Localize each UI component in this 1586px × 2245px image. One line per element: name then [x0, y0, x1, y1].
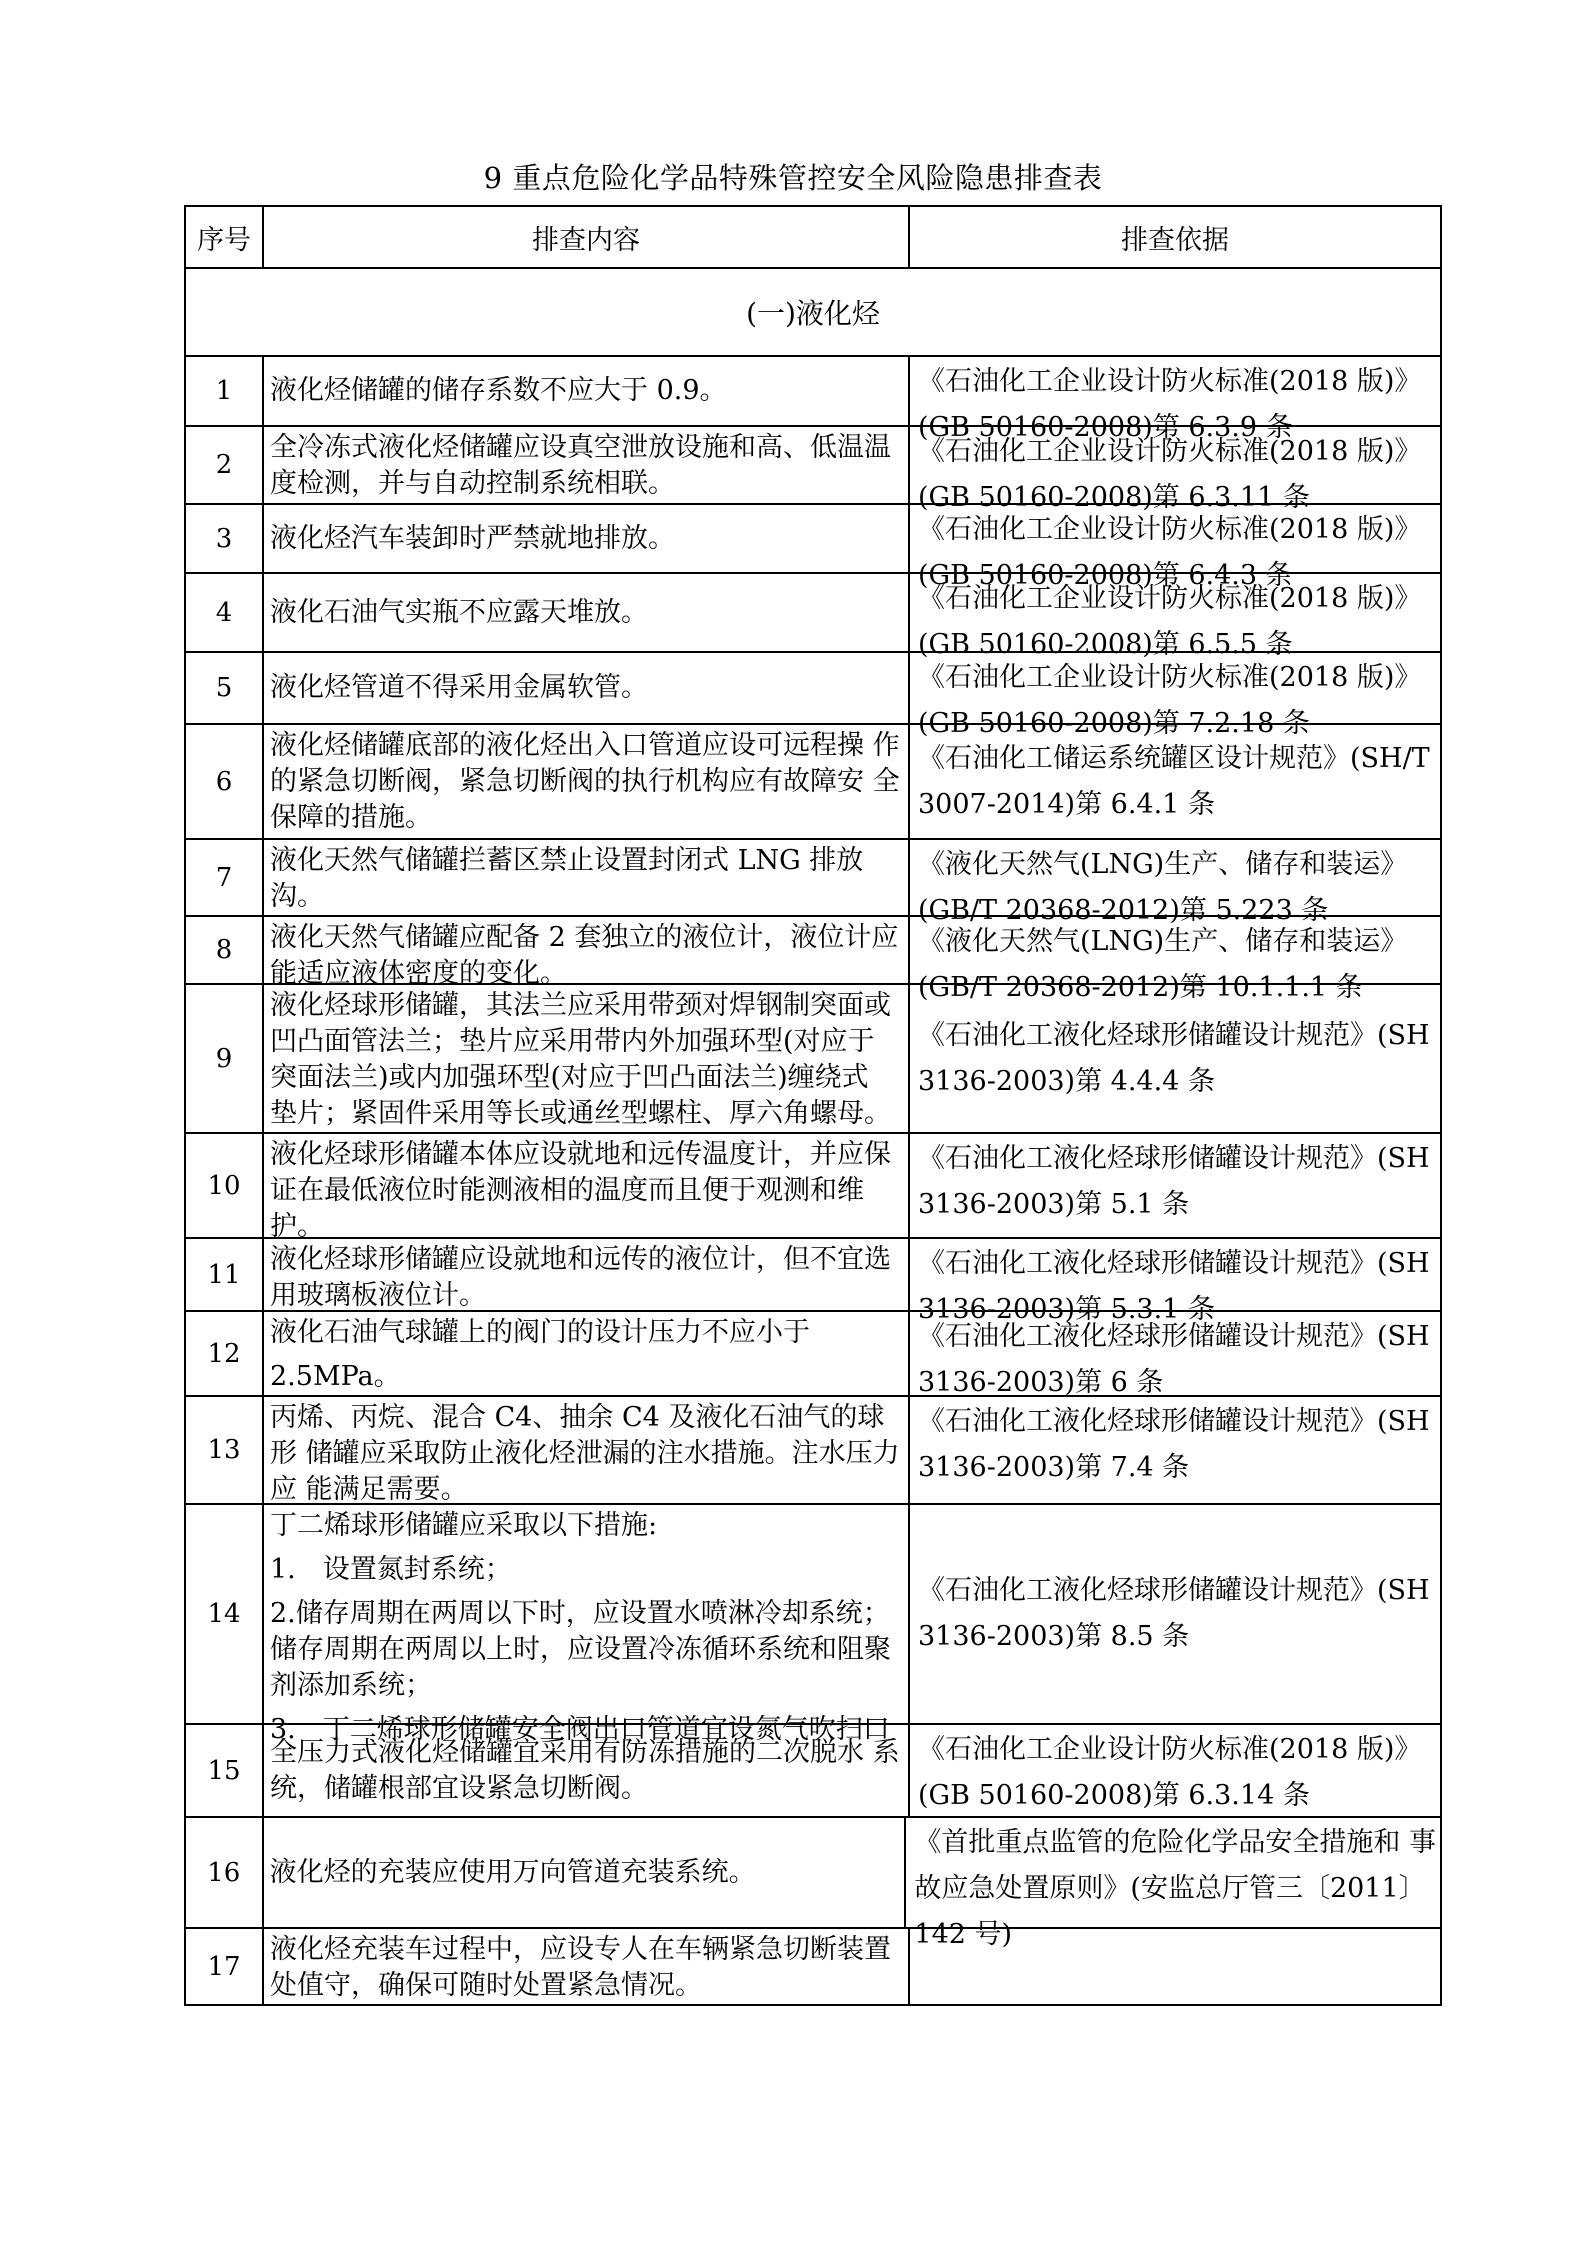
- inspection-basis-text: (GB/T 20368-2012)第 10.1.1.1 条: [918, 972, 1363, 1003]
- inspection-content-text: 液化烃储罐的储存系数不应大于 0.9。: [270, 375, 727, 406]
- row-number: 5: [186, 653, 264, 723]
- table-body: [186, 357, 1440, 2004]
- inspection-basis-text: 3136-2003)第 5.3.1 条: [918, 1294, 1215, 1325]
- page-title: 9 重点危险化学品特殊管控安全风险隐患排查表: [483, 161, 1103, 195]
- inspection-basis-cell: [910, 1505, 1440, 1723]
- inspection-basis-cell: [910, 1929, 1440, 2004]
- table-row: [186, 1239, 1440, 1325]
- inspection-content-text: 全压力式液化烃储罐宜采用有防冻措施的二次脱水 系统，储罐根部宜设紧急切断阀。: [270, 1736, 900, 1804]
- inspection-basis-text: 《石油化工企业设计防火标准(2018 版)》: [918, 1734, 1422, 1765]
- inspection-basis-text: (GB 50160-2008)第 6.4.3 条: [918, 560, 1293, 591]
- row-number: 14: [186, 1505, 264, 1723]
- inspection-content-text: 3. 丁二烯球形储罐安全阀出口管道宜设氮气吹扫口: [270, 1714, 890, 1745]
- inspection-basis-text: 《石油化工液化烃球形储罐设计规范》(SH: [918, 1406, 1430, 1437]
- inspection-content-text: 丙烯、丙烷、混合 C4、抽余 C4 及液化石油气的球形 储罐应采取防止液化烃泄漏的注水措施。注水压力应 能满足需要。: [270, 1402, 900, 1505]
- inspection-basis-text: 《石油化工液化烃球形储罐设计规范》(SH: [918, 1143, 1430, 1174]
- table-row: [186, 1818, 1440, 1950]
- row-number: 2: [186, 427, 264, 503]
- inspection-basis-text: 《石油化工液化烃球形储罐设计规范》(SH: [918, 1321, 1430, 1352]
- inspection-basis-text: 《石油化工液化烃球形储罐设计规范》(SH: [918, 1575, 1430, 1606]
- row-number: 3: [186, 505, 264, 572]
- inspection-basis-cell: [910, 1725, 1440, 1816]
- inspection-content-cell: [264, 505, 910, 572]
- row-number: 13: [186, 1397, 264, 1503]
- row-number: 9: [186, 985, 264, 1132]
- inspection-content-text: 1. 设置氮封系统；: [270, 1554, 512, 1585]
- table-row: [186, 357, 1440, 443]
- inspection-basis-cell: [910, 574, 1440, 660]
- inspection-basis-cell: [910, 1239, 1440, 1325]
- table-header-row: [186, 207, 1440, 269]
- inspection-content-text: 液化石油气实瓶不应露天堆放。: [270, 596, 648, 628]
- inspection-basis-text: 《石油化工液化烃球形储罐设计规范》(SH: [918, 1248, 1430, 1279]
- inspection-basis-text: 3136-2003)第 6 条: [918, 1367, 1164, 1398]
- inspection-basis-text: 《石油化工企业设计防火标准(2018 版)》: [918, 436, 1422, 467]
- inspection-basis-cell: [910, 985, 1440, 1132]
- inspection-content-text: 液化烃的充装应使用万向管道充装系统。: [269, 1856, 756, 1888]
- inspection-basis-text: 《石油化工企业设计防火标准(2018 版)》: [918, 662, 1422, 693]
- inspection-basis-text: 3007-2014)第 6.4.1 条: [918, 788, 1215, 820]
- table-row: [186, 1134, 1440, 1242]
- section-title: (一)液化烃: [746, 297, 880, 330]
- table-row: [186, 840, 1440, 926]
- inspection-basis-text: 3136-2003)第 5.1 条: [918, 1189, 1190, 1220]
- table-row: [186, 985, 1440, 1134]
- inspection-content-text: 丁二烯球形储罐应采取以下措施:: [270, 1510, 658, 1541]
- inspection-content-text: 2.5MPa。: [270, 1361, 401, 1392]
- inspection-basis-text: (GB 50160-2008)第 6.3.9 条: [918, 412, 1293, 443]
- inspection-basis-cell: [910, 1134, 1440, 1237]
- row-number: 12: [186, 1312, 264, 1395]
- inspection-content-cell: [264, 1239, 910, 1310]
- row-number: 15: [186, 1725, 264, 1816]
- inspection-content-cell: [264, 1818, 907, 1927]
- inspection-basis-text: (GB 50160-2008)第 6.3.14 条: [918, 1780, 1310, 1811]
- inspection-content-cell: [264, 427, 910, 503]
- table-row: [186, 1505, 1440, 1745]
- section-row: [186, 269, 1440, 357]
- inspection-basis-cell: [906, 1818, 1440, 1950]
- inspection-basis-cell: [910, 427, 1440, 513]
- inspection-content-text: 液化烃储罐底部的液化烃出入口管道应设可远程操 作的紧急切断阀，紧急切断阀的执行机构应有故障安 全保障的措施。: [270, 730, 900, 833]
- table-row: [186, 917, 1440, 1003]
- inspection-basis-text: 《首批重点监管的危险化学品安全措施和 事: [914, 1827, 1436, 1858]
- column-header-content: 排查内容: [264, 207, 910, 267]
- inspection-content-text: 液化石油气球罐上的阀门的设计压力不应小于: [270, 1317, 810, 1348]
- row-number: 1: [186, 357, 264, 425]
- inspection-content-cell: [264, 1505, 910, 1745]
- inspection-basis-text: 《石油化工企业设计防火标准(2018 版)》: [918, 583, 1422, 614]
- inspection-basis-text: (GB 50160-2008)第 6.3.11 条: [918, 482, 1310, 513]
- inspection-basis-cell: [910, 840, 1440, 926]
- inspection-basis-cell: [910, 917, 1440, 1003]
- inspection-content-cell: [264, 917, 910, 989]
- row-number: 7: [186, 840, 264, 915]
- column-header-basis: 排查依据: [1121, 224, 1229, 256]
- inspection-content-cell: [264, 1929, 910, 2004]
- inspection-content-cell: [264, 1397, 910, 1503]
- table-row: [186, 1397, 1440, 1505]
- inspection-content-cell: [264, 653, 910, 723]
- inspection-basis-cell: [910, 653, 1440, 739]
- inspection-basis-cell: [910, 1312, 1440, 1398]
- table-row: [186, 653, 1440, 739]
- table-row: [186, 1725, 1440, 1818]
- inspection-basis-text: 《液化天然气(LNG)生产、储存和装运》: [918, 849, 1408, 880]
- inspection-basis-cell: [910, 1397, 1440, 1503]
- row-number: 17: [186, 1929, 264, 2004]
- inspection-content-cell: [264, 574, 910, 651]
- inspection-basis-text: (GB/T 20368-2012)第 5.223 条: [918, 895, 1329, 926]
- inspection-content-cell: [264, 1725, 910, 1816]
- inspection-content-text: 液化天然气储罐应配备 2 套独立的液位计，液位计应 能适应液体密度的变化。: [270, 922, 899, 989]
- row-number: 10: [186, 1134, 264, 1237]
- inspection-basis-text: 《石油化工企业设计防火标准(2018 版)》: [918, 514, 1422, 545]
- table-row: [186, 725, 1440, 840]
- inspection-basis-cell: [910, 357, 1440, 443]
- inspection-content-text: 液化烃充装车过程中，应设专人在车辆紧急切断装置 处值守，确保可随时处置紧急情况。: [270, 1934, 891, 2001]
- inspection-content-text: 液化烃球形储罐应设就地和远传的液位计，但不宜选 用玻璃板液位计。: [270, 1244, 891, 1311]
- inspection-basis-text: 《石油化工企业设计防火标准(2018 版)》: [918, 366, 1422, 397]
- inspection-content-cell: [264, 1312, 910, 1395]
- inspection-table: [184, 205, 1442, 2006]
- inspection-basis-text: 3136-2003)第 8.5 条: [918, 1621, 1190, 1652]
- inspection-content-cell: [264, 357, 910, 425]
- inspection-basis-text: 3136-2003)第 7.4 条: [918, 1452, 1190, 1483]
- inspection-basis-text: 《石油化工储运系统罐区设计规范》(SH/T: [918, 742, 1430, 774]
- inspection-basis-text: 《石油化工液化烃球形储罐设计规范》(SH: [918, 1019, 1430, 1051]
- inspection-basis-text: (GB 50160-2008)第 6.5.5 条: [918, 629, 1293, 660]
- inspection-basis-text: (GB 50160-2008)第 7.2.18 条: [918, 708, 1310, 739]
- inspection-basis-text: 142 号): [914, 1919, 1013, 1950]
- table-row: [186, 505, 1440, 591]
- row-number: 8: [186, 917, 264, 983]
- inspection-basis-cell: [910, 505, 1440, 591]
- inspection-content-text: 液化烃球形储罐，其法兰应采用带颈对焊钢制突面或 凹凸面管法兰；垫片应采用带内外加强环型(对应于 突面法兰)或内加强环型(对应于凹凸面法兰)缠绕式 垫片；紧固件采用等长或通丝型螺柱、厚六角螺母。: [270, 990, 891, 1129]
- inspection-content-cell: [264, 840, 910, 915]
- inspection-content-text: 液化烃球形储罐本体应设就地和远传温度计，并应保 证在最低液位时能测液相的温度而且便于观测和维 护。: [270, 1139, 891, 1242]
- inspection-content-cell: [264, 985, 910, 1132]
- column-header-serial: 序号: [186, 207, 264, 267]
- inspection-content-cell: [264, 725, 910, 838]
- table-row: [186, 427, 1440, 513]
- row-number: 4: [186, 574, 264, 651]
- inspection-content-cell: [264, 1134, 910, 1242]
- inspection-basis-text: 《液化天然气(LNG)生产、储存和装运》: [918, 926, 1408, 957]
- inspection-content-text: 液化烃汽车装卸时严禁就地排放。: [270, 522, 675, 554]
- inspection-content-text: 全冷冻式液化烃储罐应设真空泄放设施和高、低温温 度检测，并与自动控制系统相联。: [270, 432, 891, 499]
- inspection-content-text: 2.储存周期在两周以下时，应设置水喷淋冷却系统；储存周期在两周以上时，应设置冷冻循环系统和阻聚 剂添加系统；: [270, 1598, 891, 1701]
- inspection-basis-text: 故应急处置原则》(安监总厅管三〔2011〕: [914, 1873, 1426, 1904]
- inspection-content-text: 液化烃管道不得采用金属软管。: [270, 672, 648, 703]
- inspection-basis-cell: [910, 725, 1440, 838]
- row-number: 16: [186, 1818, 264, 1927]
- table-row: [186, 574, 1440, 660]
- table-row: [186, 1929, 1440, 2004]
- inspection-basis-text: 3136-2003)第 4.4.4 条: [918, 1065, 1215, 1097]
- table-row: [186, 1312, 1440, 1397]
- row-number: 11: [186, 1239, 264, 1310]
- row-number: 6: [186, 725, 264, 838]
- inspection-content-text: 液化天然气储罐拦蓄区禁止设置封闭式 LNG 排放 沟。: [270, 845, 864, 912]
